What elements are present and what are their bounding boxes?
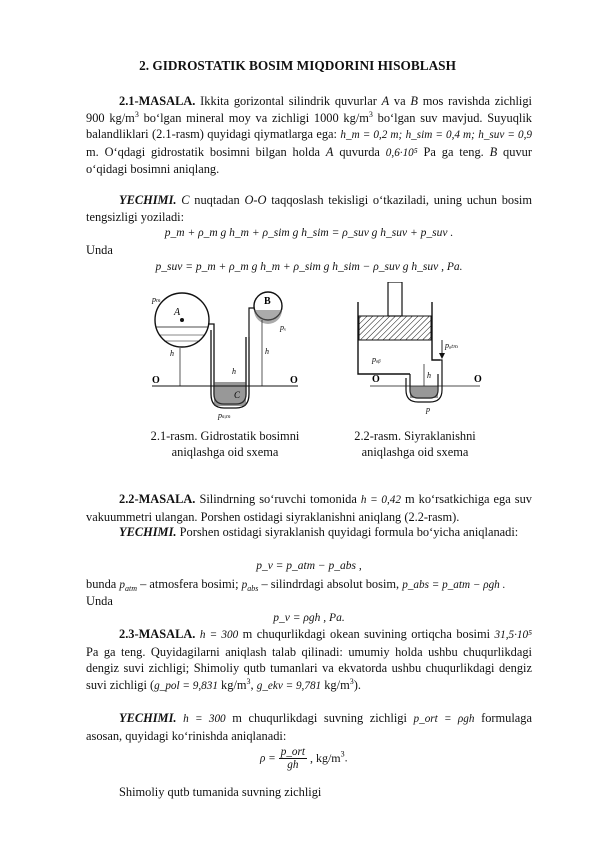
fig1-caption: 2.1-rasm. Gidrostatik bosimni aniqlashga oid sxema [150,429,300,459]
svg-text:pₓ: pₓ [280,323,287,332]
problem-2-2: 2.2-MASALA. Silindrning so‘ruvchi tomonida h = 0,42 m ko‘rsatkichiga ega suv vakuummetri ulangan. Porshen ostidagi siyraklanishni aniqlang (2.2-rasm). [86,492,532,524]
section-title: 2. GIDROSTATIK BOSIM MIQDORINI HISOBLASH [139,58,456,73]
solution-2-3-label: YECHIMI. [119,711,177,725]
svg-text:pₐₜₘ: pₐₜₘ [445,341,459,350]
equation-2-1-a: p_m + ρ_m g h_m + ρ_sim g h_sim = ρ_suv g h_suv + p_suv . [164,227,454,239]
hsim-value: h_sim = 0,4 m; [405,129,475,142]
solution-2-3-last: Shimoliy qutb tumanida suvning zichligi [119,785,322,799]
figure-2-2 [350,282,490,422]
fig1-label-O1: O [152,375,160,386]
fig2-label-O2: O [474,374,482,385]
svg-text:h: h [170,349,174,358]
svg-text:pₛᵢₘ: pₛᵢₘ [218,411,231,420]
solution-2-2: YECHIMI. Porshen ostidagi siyraklanish quyidagi formula bo‘yicha aniqlanadi: [119,525,519,539]
unda-1: Unda [86,243,113,257]
svg-text:h: h [427,371,431,380]
equation-2-2-a: p_v = p_atm − p_abs , [256,560,362,572]
svg-text:p: p [426,405,430,414]
problem-2-2-label: 2.2-MASALA. [119,492,196,506]
svg-text:pₘ: pₘ [152,295,161,304]
pressure-value: 0,6·10⁵ [385,146,418,159]
problem-2-3: 2.3-MASALA. h = 300 m chuqurlikdagi okean suvining ortiqcha bosimi 31,5·10⁵ Pa ga teng. Quyidagilarni aniqlash talab qilinadi: umumiy holda ushbu chuqurlikdagi dengiz suvi zichligi; Shimoliy qutb tumanlari va ekvatorda ushbu chuqurlikdagi dengiz suvi zichligi (g_pol = 9,831 $kg/m^3$, g_ekv = 9,781 $kg/m^3$). [86,627,532,692]
piston [359,316,431,340]
fig2-caption: 2.2-rasm. Siyraklanishni aniqlashga oid sxema [354,429,476,459]
svg-text:h: h [232,367,236,376]
figure-2-1 [150,282,300,422]
fig1-label-C: C [234,390,241,400]
fig2-label-O1: O [372,374,380,385]
svg-text:pₐᵦ: pₐᵦ [372,355,381,364]
solution-2-3: YECHIMI. h = 300 m chuqurlikdagi suvning zichligi p_ort = ρgh formulaga asosan, quyidagi ko‘rinishda aniqlanadi: [86,711,532,743]
h-value-2-2: h = 0,42 [360,494,401,506]
equation-2-2-b: p_v = ρgh , Pa. [273,612,345,624]
fig1-label-O2: O [290,375,298,386]
problem-2-1-label: 2.1-MASALA. [119,94,196,108]
fig1-label-A: A [174,307,181,318]
solution-2-1-label: YECHIMI. [119,193,177,207]
solution-2-2-label: YECHIMI. [119,525,177,539]
solution-2-2-bunda: bunda $p_{atm}$ – atmosfera bosimi; $p_{abs}$ – silindrdagi absolut bosim, p_abs = p_atm − ρgh . [86,577,506,594]
unda-2: Unda [86,594,113,608]
hm-value: h_m = 0,2 m; [340,129,403,142]
equation-2-1-b: p_suv = p_m + ρ_m g h_m + ρ_sim g h_sim − ρ_suv g h_suv , Pa. [155,261,463,273]
svg-text:h: h [265,347,269,356]
fig1-label-B: B [264,296,271,307]
equation-2-3-fraction: ρ = p_ort gh , $kg/m^3$. [260,746,348,771]
solution-2-1: YECHIMI. C nuqtadan O-O taqqoslash tekisligi o‘tkaziladi, uning uchun bosim tengsizligi yoziladi: [86,193,533,224]
hsuv-value: h_suv = 0,9 [478,129,532,142]
problem-2-3-label: 2.3-MASALA. [119,627,196,641]
problem-2-1: 2.1-MASALA. Ikkita gorizontal silindrik quvurlar A va B mos ravishda zichligi 900 $kg/m^3$ bo‘lgan mineral moy va zichligi 1000 $kg/m^3$ bo‘lgan suv mavjud. Suyuqlik balandliklari (2.1-rasm) quyidagi qiymatlarga ega: h_m = 0,2 m; h_sim = 0,4 m; h_suv = 0,9 m. O‘qdagi gidrostatik bosimni bilgan holda A quvurda 0,6·10⁵ Pa ga teng. B quvur o‘qidagi bosimni aniqlang. [86,94,532,177]
